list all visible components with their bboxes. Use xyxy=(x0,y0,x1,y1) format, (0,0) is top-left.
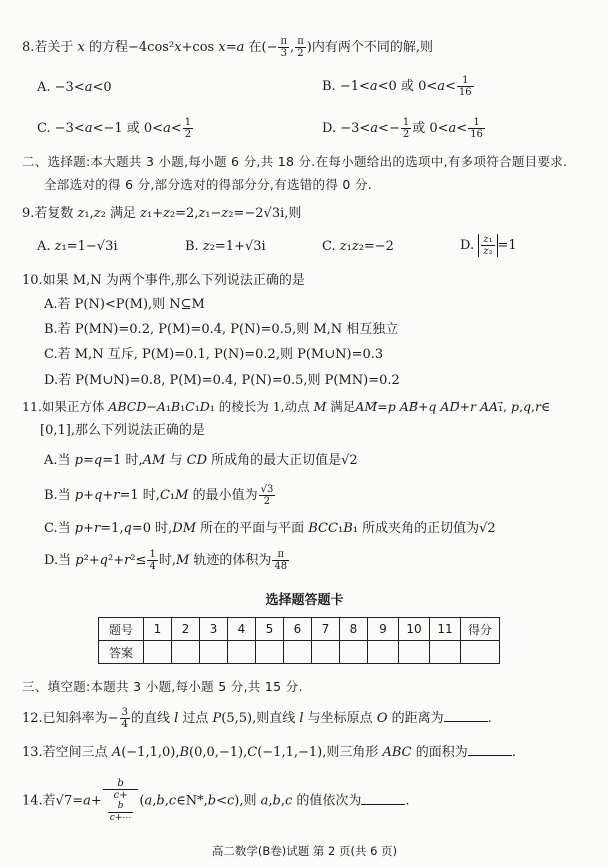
q9-option-d: D. $\frac{\text{z₁}}{\text{z₂}}$ =1 xyxy=(460,234,517,257)
answer-cell xyxy=(368,641,399,664)
q8-option-d: D. −3<a<− $\frac{1}{2}$ 或 0<a< $\frac{1}{16}$ xyxy=(322,117,483,140)
q8-option-c: C. −3<a<−1 或 0<a< $\frac{1}{2}$ xyxy=(37,117,192,140)
answer-card-number: 2 xyxy=(172,618,200,641)
answer-cell xyxy=(228,641,256,664)
answer-cell xyxy=(340,641,368,664)
answer-card-number: 8 xyxy=(340,618,368,641)
q11-stem-line1: 11.如果正方体 ABCD−A₁B₁C₁D₁ 的棱长为 1,动点 M 满足AM⃗=p AB⃗+q AD⃗+r AA₁⃗, p,q,r∈ xyxy=(22,399,551,414)
page-footer: 高二数学(B卷)试题 第 2 页(共 6 页) xyxy=(211,844,398,858)
q10-stem: 10.如果 M,N 为两个事件,那么下列说法正确的是 xyxy=(22,273,305,288)
answer-card-number: 11 xyxy=(430,618,461,641)
q11-stem-line2: [0,1],那么下列说法正确的是 xyxy=(40,423,205,438)
q14-answer-blank xyxy=(361,792,405,805)
q10-option-b: B.若 P(MN)=0.2, P(M)=0.4, P(N)=0.5,则 M,N 相互独立 xyxy=(44,322,399,337)
answer-card-row1-header: 题号 xyxy=(99,618,144,641)
answer-cell xyxy=(200,641,228,664)
answer-card-number: 7 xyxy=(312,618,340,641)
q8-stem: 8.若关于 x 的方程−4cos²x+cos x=a 在(− $\frac{\pi}{3}$ , $\frac{\pi}{2}$ )内有两个不同的解,则 xyxy=(22,36,433,59)
q10-option-d: D.若 P(M∪N)=0.8, P(M)=0.4, P(N)=0.5,则 P(MN)=0.2 xyxy=(44,373,400,388)
answer-card-row2-header: 答案 xyxy=(99,641,144,664)
answer-card-number: 4 xyxy=(228,618,256,641)
answer-cell xyxy=(284,641,312,664)
q10-option-c: C.若 M,N 互斥, P(M)=0.1, P(N)=0.2,则 P(M∪N)=0.3 xyxy=(44,347,384,362)
q12-answer-blank xyxy=(444,709,488,722)
answer-cell xyxy=(172,641,200,664)
answer-card-number: 6 xyxy=(284,618,312,641)
q8-option-b: B. −1<a<0 或 0<a< $\frac{1}{16}$ xyxy=(322,75,472,98)
q14-stem: 14.若√7=a+ b c+ b c+⋯ (a,b,c∈N*,b<c),则 a,b,c 的值依次为 . xyxy=(22,778,410,823)
answer-cell xyxy=(144,641,172,664)
answer-card-table xyxy=(98,617,500,664)
q9-option-c: C. z₁z₂=−2 xyxy=(322,239,394,254)
answer-card-number: 9 xyxy=(368,618,399,641)
answer-cell xyxy=(399,641,430,664)
answer-card-title: 选择题答题卡 xyxy=(265,593,344,608)
answer-card-number: 3 xyxy=(200,618,228,641)
q11-option-a: A.当 p=q=1 时,AM 与 CD 所成角的最大正切值是√2 xyxy=(44,453,358,468)
q9-stem: 9.若复数 z₁,z₂ 满足 z₁+z₂=2,z₁−z₂=−2√3i,则 xyxy=(22,206,302,221)
answer-cell xyxy=(256,641,284,664)
q8-option-a: A. −3<a<0 xyxy=(37,80,112,95)
section3-heading: 三、填空题:本题共 3 小题,每小题 5 分,共 15 分. xyxy=(22,679,303,694)
q13-answer-blank xyxy=(468,743,512,756)
q13-stem: 13.若空间三点 A(−1,1,0),B(0,0,−1),C(−1,1,−1),则三角形 ABC 的面积为 . xyxy=(22,745,516,760)
q11-option-b: B.当 p+q+r=1 时,C₁M 的最小值为 $\frac{√3}{2}$ xyxy=(44,484,274,507)
answer-card-score-header: 得分 xyxy=(461,618,500,641)
score-cell xyxy=(461,641,500,664)
q9-option-b: B. z₂=1+√3i xyxy=(185,239,266,254)
q11-option-c: C.当 p+r=1,q=0 时,DM 所在的平面与平面 BCC₁B₁ 所成夹角的正切值为√2 xyxy=(44,521,496,536)
answer-card-number: 10 xyxy=(399,618,430,641)
answer-cell xyxy=(312,641,340,664)
q12-stem: 12.已知斜率为− $\frac{3}{4}$ 的直线 l 过点 P(5,5),则直线 l 与坐标原点 O 的距离为 . xyxy=(22,707,492,730)
answer-card-number: 1 xyxy=(144,618,172,641)
answer-card-number: 5 xyxy=(256,618,284,641)
q11-option-d: D.当 p²+q²+r²≤ $\frac{1}{4}$ 时,M 轨迹的体积为 $\frac{\pi}{48}$ xyxy=(44,549,288,572)
section2-instructions: 全部选对的得 6 分,部分选对的得部分分,有选错的得 0 分. xyxy=(44,177,373,192)
q9-option-a: A. z₁=1−√3i xyxy=(37,239,118,254)
answer-cell xyxy=(430,641,461,664)
section2-heading: 二、选择题:本大题共 3 小题,每小题 6 分,共 18 分.在每小题给出的选项中,有多项符合题目要求. xyxy=(22,154,568,169)
q10-option-a: A.若 P(N)<P(M),则 N⊆M xyxy=(44,297,205,312)
